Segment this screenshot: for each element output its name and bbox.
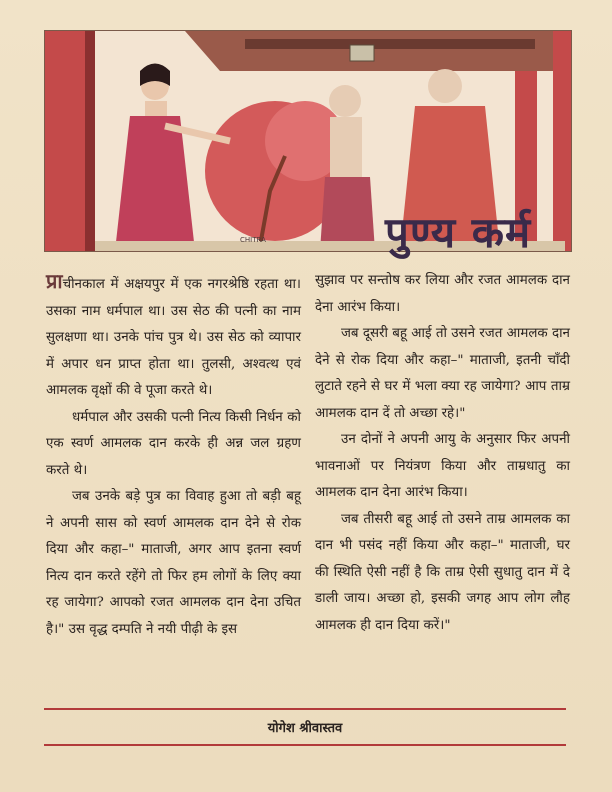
paragraph-5: जब दूसरी बहू आई तो उसने रजत आमलक दान देने से रोक दिया और कहा–" माताजी, इतनी चाँदी लुटाते रहने से घर में भला क्या रह जायेगा? आप ताम्र आमलक दान दें तो अच्छा रहे।" <box>315 326 570 421</box>
paragraph-4: सुझाव पर सन्तोष कर लिया और रजत आमलक दान देना आरंभ किया। <box>315 273 570 315</box>
right-column <box>315 268 570 639</box>
paragraph-1-text: चीनकाल में अक्षयपुर में एक नगरश्रेष्ठि रहता था। उसका नाम धर्मपाल था। उस सेठ की पत्नी का नाम सुलक्षणा था। उनके पांच पुत्र थे। उस सेठ को व्यापार में अपार धन प्राप्त होता था। तुलसी, अश्वत्थ एवं आमलक वृक्षों की वे पूजा करते थे। <box>46 277 301 398</box>
illustrator-signature: CHITRA <box>240 236 266 244</box>
paragraph-7: जब तीसरी बहू आई तो उसने ताम्र आमलक का दान भी पसंद नहीं किया और कहा–" माताजी, घर की स्थिति ऐसी नहीं है कि ताम्र ऐसी सुधातु दान में दे डाली जाय। अच्छा हो, इसकी जगह आप लोग लौह आमलक ही दान दिया करें।" <box>315 511 570 633</box>
author-byline: योगेश श्रीवास्तव <box>267 721 343 736</box>
paragraph-1 <box>46 268 301 405</box>
story-title: पुण्य कर्म <box>385 208 532 257</box>
left-column <box>46 268 301 643</box>
top-divider <box>44 708 566 710</box>
bottom-divider <box>44 744 566 746</box>
paragraph-6: उन दोनों ने अपनी आयु के अनुसार फिर अपनी भावनाओं पर नियंत्रण किया और ताम्रधातु का आमलक दान देना आरंभ किया। <box>315 432 570 500</box>
drop-cap: प्रा <box>46 269 63 293</box>
paragraph-3: जब उनके बड़े पुत्र का विवाह हुआ तो बड़ी बहू ने अपनी सास को स्वर्ण आमलक दान देने से रोक दिया और कहा–" माताजी, अगर आप इतना स्वर्ण नित्य दान करते रहेंगे तो फिर हम लोगों के लिए क्या रह जायेगा? आपको रजत आमलक दान देना उचित है।" उस वृद्ध दम्पति ने नयी पीढ़ी के इस <box>46 489 301 637</box>
paragraph-2: धर्मपाल और उसकी पत्नी नित्य किसी निर्धन को एक स्वर्ण आमलक दान करके ही अन्न जल ग्रहण करते थे। <box>46 409 301 478</box>
